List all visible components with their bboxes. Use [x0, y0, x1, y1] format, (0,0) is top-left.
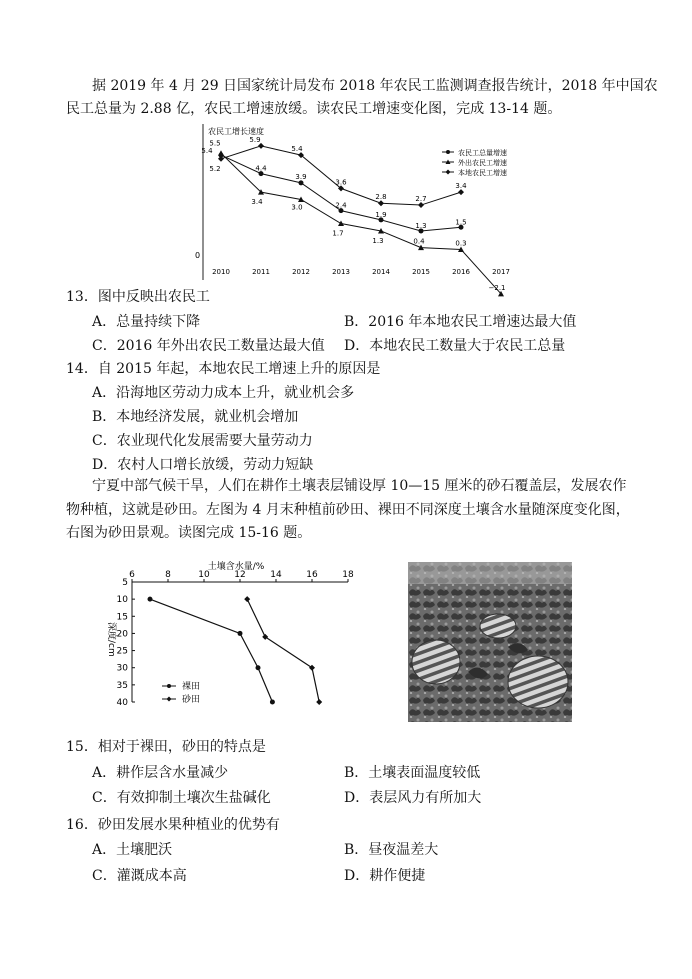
chart1-x-tick-2016: 2016: [452, 268, 470, 276]
chart2-x-tick-18: 18: [342, 570, 354, 580]
chart1-x-tick-2017: 2017: [492, 268, 510, 276]
q14-option-d: D．农村人口增长放缓，劳动力短缺: [92, 457, 314, 473]
chart1-data-label-s2-2013: 1.7: [332, 229, 344, 238]
chart2-x-tick-6: 6: [129, 570, 135, 580]
migrant-worker-growth-chart: [195, 120, 526, 292]
chart1-zero-label: 0: [195, 251, 201, 260]
q16-option-d: D．耕作便捷: [344, 868, 426, 884]
q13-stem: 13．图中反映出农民工: [66, 289, 210, 305]
chart1-data-label-s1-2011: 4.4: [255, 164, 267, 173]
chart2-x-tick-12: 12: [234, 570, 246, 580]
chart2-point-s2-4: [316, 699, 322, 705]
q16-option-a: A．土壤肥沃: [92, 842, 173, 858]
chart2-x-tick-10: 10: [198, 570, 210, 580]
chart1-point-s2-2010: [218, 150, 224, 156]
chart1-x-tick-2013: 2013: [332, 268, 350, 276]
intro-2-line-2: 物种植，这就是砂田。左图为 4 月末种植前砂田、裸田不同深度土壤含水量随深度变化图，: [66, 502, 630, 518]
q15-option-d: D．表层风力有所加大: [344, 790, 482, 806]
chart1-legend-label-2: 外出农民工增速: [458, 159, 507, 167]
chart1-data-label-s2-2011: 3.4: [251, 198, 263, 207]
chart1-data-label-s2-2016: 0.3: [455, 239, 467, 248]
chart1-data-label-s2-2017: −2.1: [488, 283, 506, 292]
chart2-xlabel: 土壤含水量/%: [207, 562, 265, 572]
chart2-y-tick-15: 15: [116, 612, 128, 623]
chart1-legend-marker-3: [446, 170, 451, 175]
chart1-ylabel: 农民工增长速度: [208, 127, 264, 136]
chart1-legend-label-3: 本地农民工增速: [458, 169, 507, 177]
chart1-data-label-s3-2015: 2.7: [415, 195, 427, 204]
chart1-data-label-s2-2014: 1.3: [372, 236, 384, 245]
chart2-y-tick-5: 5: [122, 578, 128, 588]
q16-stem: 16．砂田发展水果种植业的优势有: [66, 817, 280, 833]
chart2-x-tick-16: 16: [306, 570, 318, 580]
chart2-legend-marker-2: [167, 697, 172, 702]
chart2-point-s1-4: [270, 700, 275, 705]
chart1-x-tick-2012: 2012: [292, 268, 310, 276]
chart2-legend-marker-1: [167, 684, 171, 688]
chart1-x-tick-2015: 2015: [412, 268, 430, 276]
chart2-y-tick-20: 20: [116, 629, 128, 640]
chart1-x-tick-2011: 2011: [252, 268, 270, 276]
chart1-data-label-s3-2011: 5.9: [249, 135, 261, 144]
chart2-y-tick-30: 30: [116, 663, 128, 674]
intro-2-line-3: 右图为砂田景观。读图完成 15-16 题。: [66, 525, 312, 541]
chart1-data-label-s1-2015: 1.3: [415, 221, 427, 230]
q13-option-b: B．2016 年本地农民工增速达最大值: [344, 314, 577, 330]
q14-option-c: C．农业现代化发展需要大量劳动力: [92, 433, 313, 449]
chart1-data-label-s1-2014: 1.9: [375, 210, 387, 219]
chart2-line-2: [247, 599, 319, 702]
q16-option-c: C．灌溉成本高: [92, 868, 187, 884]
chart2-point-s1-2: [238, 631, 243, 636]
soil-moisture-chart: [96, 560, 366, 710]
q13-option-c: C．2016 年外出农民工数量达最大值: [92, 338, 325, 354]
chart1-data-label-s3-2014: 2.8: [375, 193, 387, 202]
chart2-point-s1-1: [148, 597, 153, 602]
chart1-point-s2-2013: [338, 221, 344, 227]
q14-stem: 14．自 2015 年起，本地农民工增速上升的原因是: [66, 361, 381, 377]
chart1-data-label-s3-2010: 5.2: [209, 164, 221, 173]
chart1-data-label-s1-2013: 2.4: [335, 201, 347, 210]
chart2-y-tick-10: 10: [116, 595, 128, 606]
chart1-legend-label-1: 农民工总量增速: [458, 149, 507, 157]
chart2-y-tick-40: 40: [116, 698, 128, 708]
intro-1-line-1: 据 2019 年 4 月 29 日国家统计局发布 2018 年农民工监测调查报告统计，2018 年中国农: [92, 78, 658, 94]
intro-2-line-1: 宁夏中部气候干旱，人们在耕作土壤表层铺设厚 10—15 厘米的砂石覆盖层，发展农作: [92, 478, 627, 494]
chart1-data-label-s3-2016: 3.4: [455, 182, 467, 191]
chart1-legend-marker-1: [446, 150, 450, 154]
q15-option-b: B．土壤表面温度较低: [344, 765, 481, 781]
q15-option-a: A．耕作层含水量减少: [92, 765, 229, 781]
chart1-data-label-s2-2012: 3.0: [291, 203, 303, 212]
chart1-data-label-s2-2015: 0.4: [413, 237, 425, 246]
q14-option-b: B．本地经济发展，就业机会增加: [92, 409, 299, 425]
q14-option-a: A．沿海地区劳动力成本上升，就业机会多: [92, 385, 355, 401]
chart1-data-label-s1-2016: 1.5: [455, 218, 467, 227]
chart2-x-tick-14: 14: [270, 570, 282, 580]
chart2-x-tick-8: 8: [165, 570, 171, 580]
chart2-y-tick-35: 35: [116, 680, 128, 691]
chart1-data-label-s3-2013: 3.6: [335, 178, 347, 187]
chart1-x-tick-2014: 2014: [372, 268, 390, 276]
chart1-point-s1-2012: [299, 180, 304, 185]
chart2-legend-label-1: 裸田: [182, 682, 201, 692]
q13-option-d: D．本地农民工数量大于农民工总量: [344, 338, 566, 354]
intro-1-line-2: 民工总量为 2.88 亿，农民工增速放缓。读农民工增速变化图，完成 13-14 题。: [66, 101, 562, 117]
chart2-ylabel: 深度/cm: [106, 622, 116, 657]
chart1-data-label-s1-2010: 5.4: [201, 147, 213, 156]
chart1-data-label-s3-2012: 5.4: [291, 145, 303, 154]
q15-option-c: C．有效抑制土壤次生盐碱化: [92, 790, 271, 806]
chart1-x-tick-2010: 2010: [212, 268, 230, 276]
chart1-point-s3-2010: [218, 156, 224, 162]
chart2-point-s2-1: [244, 596, 250, 602]
chart1-data-label-s2-2010: 5.5: [209, 139, 221, 148]
chart2-y-tick-25: 25: [116, 646, 128, 657]
q13-option-a: A．总量持续下降: [92, 314, 201, 330]
q15-stem: 15．相对于裸田，砂田的特点是: [66, 739, 266, 755]
chart2-point-s1-3: [256, 665, 261, 670]
sand-field-photo: [408, 562, 572, 722]
q16-option-b: B．昼夜温差大: [344, 842, 439, 858]
chart1-data-label-s1-2012: 3.9: [295, 172, 307, 181]
chart2-legend-label-2: 砂田: [182, 695, 201, 705]
